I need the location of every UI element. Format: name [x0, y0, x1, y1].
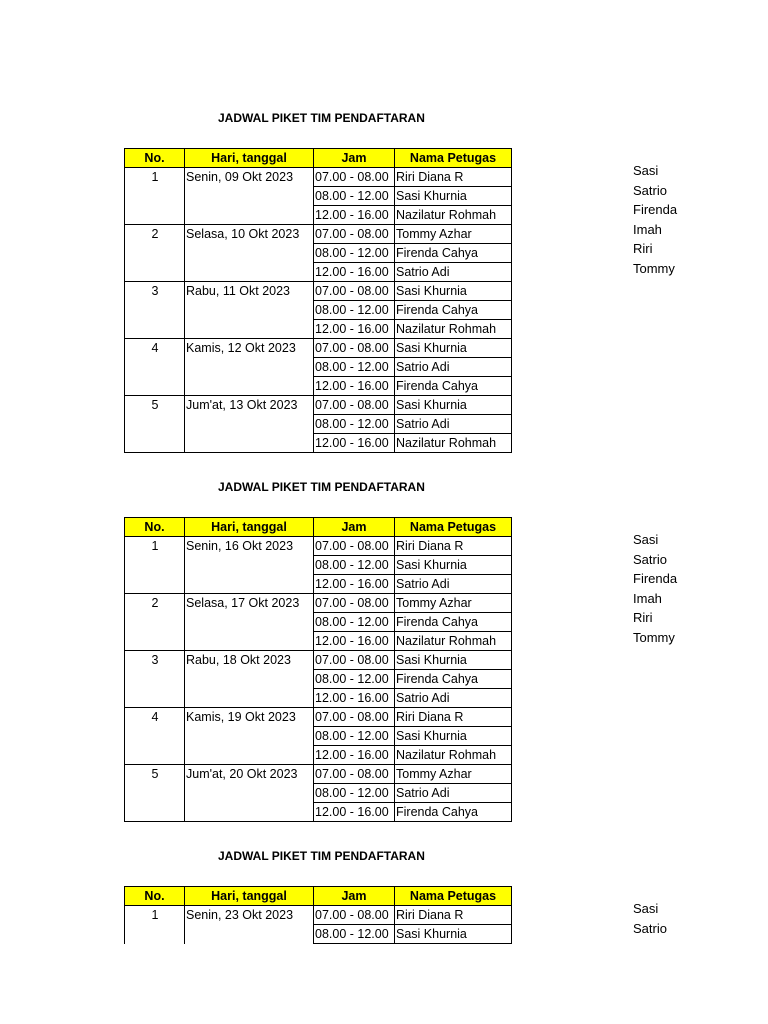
day-number-cell: [125, 301, 185, 320]
shift-time-cell: 12.00 - 16.00: [314, 803, 395, 822]
day-date-cell: [185, 377, 314, 396]
side-name-item: Satrio: [633, 182, 667, 198]
schedule-table: [124, 886, 512, 944]
table-row: [125, 301, 512, 320]
side-name-item: Sasi: [633, 532, 659, 547]
day-number-cell: 1: [125, 906, 185, 925]
header-no: No.: [125, 518, 185, 537]
day-number-cell: [125, 632, 185, 651]
shift-time-cell: 12.00 - 16.00: [314, 263, 395, 282]
side-name-list: [633, 530, 677, 647]
header-row: [125, 887, 512, 906]
day-date-cell: [185, 556, 314, 575]
header-no: No.: [125, 149, 185, 168]
officer-name-cell: Riri Diana R: [395, 906, 512, 925]
table-row: [125, 689, 512, 708]
shift-time-cell: 12.00 - 16.00: [314, 746, 395, 765]
officer-name-cell: Sasi Khurnia: [395, 282, 512, 301]
officer-name-cell: Sasi Khurnia: [395, 925, 512, 944]
day-number-cell: [125, 613, 185, 632]
officer-name-cell: Riri Diana R: [395, 537, 512, 556]
header-no: No.: [125, 887, 185, 906]
day-number-cell: 2: [125, 225, 185, 244]
officer-name-cell: Tommy Azhar: [395, 765, 512, 784]
officer-name-cell: Firenda Cahya: [395, 803, 512, 822]
shift-time-cell: 08.00 - 12.00: [314, 187, 395, 206]
day-number-cell: [125, 689, 185, 708]
table-row: [125, 594, 512, 613]
table-row: [125, 206, 512, 225]
side-name-item: Firenda: [633, 571, 678, 586]
day-date-cell: [185, 301, 314, 320]
day-date-cell: Rabu, 11 Okt 2023: [185, 282, 314, 301]
side-name-list: [633, 161, 677, 278]
table-row: [125, 727, 512, 746]
shift-time-cell: 07.00 - 08.00: [314, 708, 395, 727]
shift-time-cell: 12.00 - 16.00: [314, 632, 395, 651]
table-row: [125, 651, 512, 670]
table-row: [125, 906, 512, 925]
shift-time-cell: 07.00 - 08.00: [314, 168, 395, 187]
shift-time-cell: 08.00 - 12.00: [314, 244, 395, 263]
day-date-cell: Kamis, 19 Okt 2023: [185, 708, 314, 727]
side-name-item: Tommy: [633, 629, 675, 645]
day-date-cell: [185, 803, 314, 822]
table-row: [125, 784, 512, 803]
day-date-cell: Rabu, 18 Okt 2023: [185, 651, 314, 670]
day-date-cell: [185, 632, 314, 651]
day-number-cell: [125, 925, 185, 944]
table-row: [125, 282, 512, 301]
day-date-cell: [185, 670, 314, 689]
officer-name-cell: Nazilatur Rohmah: [395, 434, 512, 453]
table-row: [125, 415, 512, 434]
day-number-cell: 3: [125, 282, 185, 301]
table-row: [125, 925, 512, 944]
day-date-cell: [185, 206, 314, 225]
shift-time-cell: 07.00 - 08.00: [314, 396, 395, 415]
side-name-item: Sasi: [633, 163, 659, 178]
shift-time-cell: 08.00 - 12.00: [314, 784, 395, 803]
officer-name-cell: Firenda Cahya: [395, 613, 512, 632]
day-date-cell: [185, 746, 314, 765]
shift-time-cell: 07.00 - 08.00: [314, 537, 395, 556]
shift-time-cell: 07.00 - 08.00: [314, 339, 395, 358]
day-date-cell: Senin, 16 Okt 2023: [185, 537, 314, 556]
day-date-cell: Jum'at, 13 Okt 2023: [185, 396, 314, 415]
officer-name-cell: Satrio Adi: [395, 575, 512, 594]
officer-name-cell: Sasi Khurnia: [395, 187, 512, 206]
officer-name-cell: Satrio Adi: [395, 784, 512, 803]
shift-time-cell: 08.00 - 12.00: [314, 670, 395, 689]
officer-name-cell: Satrio Adi: [395, 263, 512, 282]
day-number-cell: [125, 784, 185, 803]
table-row: [125, 434, 512, 453]
table-row: [125, 187, 512, 206]
shift-time-cell: 07.00 - 08.00: [314, 906, 395, 925]
shift-time-cell: 08.00 - 12.00: [314, 415, 395, 434]
shift-time-cell: 12.00 - 16.00: [314, 320, 395, 339]
day-date-cell: Kamis, 12 Okt 2023: [185, 339, 314, 358]
officer-name-cell: Riri Diana R: [395, 708, 512, 727]
header-jam: Jam: [314, 887, 395, 906]
header-day: Hari, tanggal: [185, 149, 314, 168]
officer-name-cell: Satrio Adi: [395, 415, 512, 434]
day-number-cell: [125, 575, 185, 594]
table-row: [125, 575, 512, 594]
side-name-item: Satrio: [633, 920, 667, 936]
header-name: Nama Petugas: [395, 887, 512, 906]
shift-time-cell: 08.00 - 12.00: [314, 727, 395, 746]
schedule-title: JADWAL PIKET TIM PENDAFTARAN: [218, 849, 425, 863]
day-date-cell: [185, 434, 314, 453]
shift-time-cell: 12.00 - 16.00: [314, 206, 395, 225]
day-number-cell: 1: [125, 168, 185, 187]
day-date-cell: Senin, 09 Okt 2023: [185, 168, 314, 187]
day-date-cell: [185, 925, 314, 944]
officer-name-cell: Tommy Azhar: [395, 225, 512, 244]
officer-name-cell: Firenda Cahya: [395, 244, 512, 263]
day-number-cell: [125, 415, 185, 434]
table-row: [125, 339, 512, 358]
officer-name-cell: Sasi Khurnia: [395, 556, 512, 575]
officer-name-cell: Firenda Cahya: [395, 670, 512, 689]
table-row: [125, 244, 512, 263]
day-number-cell: [125, 320, 185, 339]
shift-time-cell: 08.00 - 12.00: [314, 556, 395, 575]
day-date-cell: [185, 727, 314, 746]
shift-time-cell: 08.00 - 12.00: [314, 358, 395, 377]
schedule-title: JADWAL PIKET TIM PENDAFTARAN: [218, 480, 425, 494]
day-number-cell: 3: [125, 651, 185, 670]
side-name-item: Tommy: [633, 260, 675, 276]
table-row: [125, 803, 512, 822]
day-date-cell: Selasa, 17 Okt 2023: [185, 594, 314, 613]
day-date-cell: Senin, 23 Okt 2023: [185, 906, 314, 925]
shift-time-cell: 12.00 - 16.00: [314, 434, 395, 453]
day-number-cell: [125, 727, 185, 746]
day-number-cell: [125, 244, 185, 263]
officer-name-cell: Firenda Cahya: [395, 377, 512, 396]
day-date-cell: [185, 320, 314, 339]
side-name-item: Firenda: [633, 202, 678, 217]
day-number-cell: 5: [125, 765, 185, 784]
table-row: [125, 632, 512, 651]
officer-name-cell: Sasi Khurnia: [395, 396, 512, 415]
day-number-cell: [125, 358, 185, 377]
day-number-cell: 4: [125, 708, 185, 727]
side-name-item: Riri: [633, 241, 653, 256]
day-date-cell: [185, 244, 314, 263]
day-date-cell: [185, 358, 314, 377]
day-number-cell: [125, 556, 185, 575]
day-date-cell: [185, 784, 314, 803]
officer-name-cell: Riri Diana R: [395, 168, 512, 187]
table-row: [125, 225, 512, 244]
side-name-list: [633, 899, 667, 938]
officer-name-cell: Sasi Khurnia: [395, 651, 512, 670]
side-name-item: Satrio: [633, 551, 667, 567]
schedule-table: [124, 517, 512, 822]
day-number-cell: [125, 746, 185, 765]
table-row: [125, 537, 512, 556]
table-row: [125, 168, 512, 187]
table-row: [125, 670, 512, 689]
table-row: [125, 377, 512, 396]
shift-time-cell: 07.00 - 08.00: [314, 594, 395, 613]
header-jam: Jam: [314, 149, 395, 168]
day-number-cell: [125, 206, 185, 225]
day-number-cell: [125, 263, 185, 282]
shift-time-cell: 07.00 - 08.00: [314, 651, 395, 670]
officer-name-cell: Firenda Cahya: [395, 301, 512, 320]
table-row: [125, 613, 512, 632]
day-date-cell: [185, 689, 314, 708]
header-day: Hari, tanggal: [185, 887, 314, 906]
table-row: [125, 556, 512, 575]
table-row: [125, 746, 512, 765]
officer-name-cell: Nazilatur Rohmah: [395, 746, 512, 765]
side-name-item: Imah: [633, 590, 662, 606]
day-date-cell: Jum'at, 20 Okt 2023: [185, 765, 314, 784]
officer-name-cell: Nazilatur Rohmah: [395, 632, 512, 651]
day-number-cell: 1: [125, 537, 185, 556]
table-row: [125, 765, 512, 784]
day-date-cell: [185, 613, 314, 632]
day-date-cell: [185, 187, 314, 206]
day-date-cell: Selasa, 10 Okt 2023: [185, 225, 314, 244]
header-name: Nama Petugas: [395, 149, 512, 168]
officer-name-cell: Tommy Azhar: [395, 594, 512, 613]
header-day: Hari, tanggal: [185, 518, 314, 537]
header-jam: Jam: [314, 518, 395, 537]
shift-time-cell: 07.00 - 08.00: [314, 282, 395, 301]
shift-time-cell: 07.00 - 08.00: [314, 225, 395, 244]
officer-name-cell: Satrio Adi: [395, 689, 512, 708]
table-row: [125, 263, 512, 282]
day-number-cell: [125, 434, 185, 453]
shift-time-cell: 12.00 - 16.00: [314, 575, 395, 594]
day-number-cell: 5: [125, 396, 185, 415]
officer-name-cell: Nazilatur Rohmah: [395, 320, 512, 339]
day-number-cell: 4: [125, 339, 185, 358]
day-date-cell: [185, 415, 314, 434]
table-row: [125, 358, 512, 377]
shift-time-cell: 12.00 - 16.00: [314, 689, 395, 708]
table-row: [125, 396, 512, 415]
officer-name-cell: Sasi Khurnia: [395, 339, 512, 358]
officer-name-cell: Satrio Adi: [395, 358, 512, 377]
shift-time-cell: 08.00 - 12.00: [314, 613, 395, 632]
day-date-cell: [185, 263, 314, 282]
side-name-item: Imah: [633, 221, 662, 237]
shift-time-cell: 08.00 - 12.00: [314, 925, 395, 944]
shift-time-cell: 08.00 - 12.00: [314, 301, 395, 320]
day-number-cell: [125, 670, 185, 689]
day-number-cell: [125, 187, 185, 206]
shift-time-cell: 12.00 - 16.00: [314, 377, 395, 396]
header-row: [125, 149, 512, 168]
header-name: Nama Petugas: [395, 518, 512, 537]
day-number-cell: 2: [125, 594, 185, 613]
table-row: [125, 320, 512, 339]
side-name-item: Riri: [633, 610, 653, 625]
officer-name-cell: Sasi Khurnia: [395, 727, 512, 746]
schedule-table: [124, 148, 512, 453]
officer-name-cell: Nazilatur Rohmah: [395, 206, 512, 225]
day-number-cell: [125, 803, 185, 822]
shift-time-cell: 07.00 - 08.00: [314, 765, 395, 784]
header-row: [125, 518, 512, 537]
day-number-cell: [125, 377, 185, 396]
table-row: [125, 708, 512, 727]
day-date-cell: [185, 575, 314, 594]
side-name-item: Sasi: [633, 901, 659, 916]
schedule-title: JADWAL PIKET TIM PENDAFTARAN: [218, 111, 425, 125]
